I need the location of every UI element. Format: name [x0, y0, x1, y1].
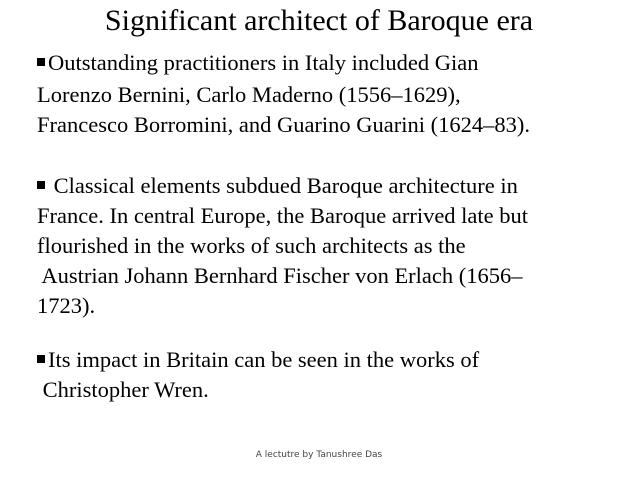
bullet-1-line-2: Lorenzo Bernini, Carlo Maderno (1556–1629),	[37, 82, 461, 107]
square-bullet-icon	[37, 181, 45, 189]
bullet-2-line-1: Classical elements subdued Baroque architecture in	[37, 173, 518, 199]
bullet-1-line-3: Francesco Borromini, and Guarino Guarini (1624–83).	[37, 112, 531, 137]
bullet-1-line-1: Outstanding practitioners in Italy included Gian	[37, 50, 479, 76]
bullet-3-line-1: Its impact in Britain can be seen in the works of	[37, 347, 479, 373]
square-bullet-icon	[37, 355, 45, 363]
bullet-2-line-3: flourished in the works of such architects as the	[37, 233, 466, 258]
bullet-3-line-2: Christopher Wren.	[37, 377, 209, 402]
square-bullet-icon	[37, 58, 45, 66]
slide-footer: A lectutre by Tanushree Das	[255, 450, 383, 460]
bullet-2-line-2: France. In central Europe, the Baroque arrived late but	[37, 203, 529, 228]
slide-title: Significant architect of Baroque era	[104, 4, 534, 37]
bullet-2-line-4: Austrian Johann Bernhard Fischer von Erlach (1656–	[37, 263, 523, 288]
bullet-2-line-5: 1723).	[37, 293, 96, 318]
